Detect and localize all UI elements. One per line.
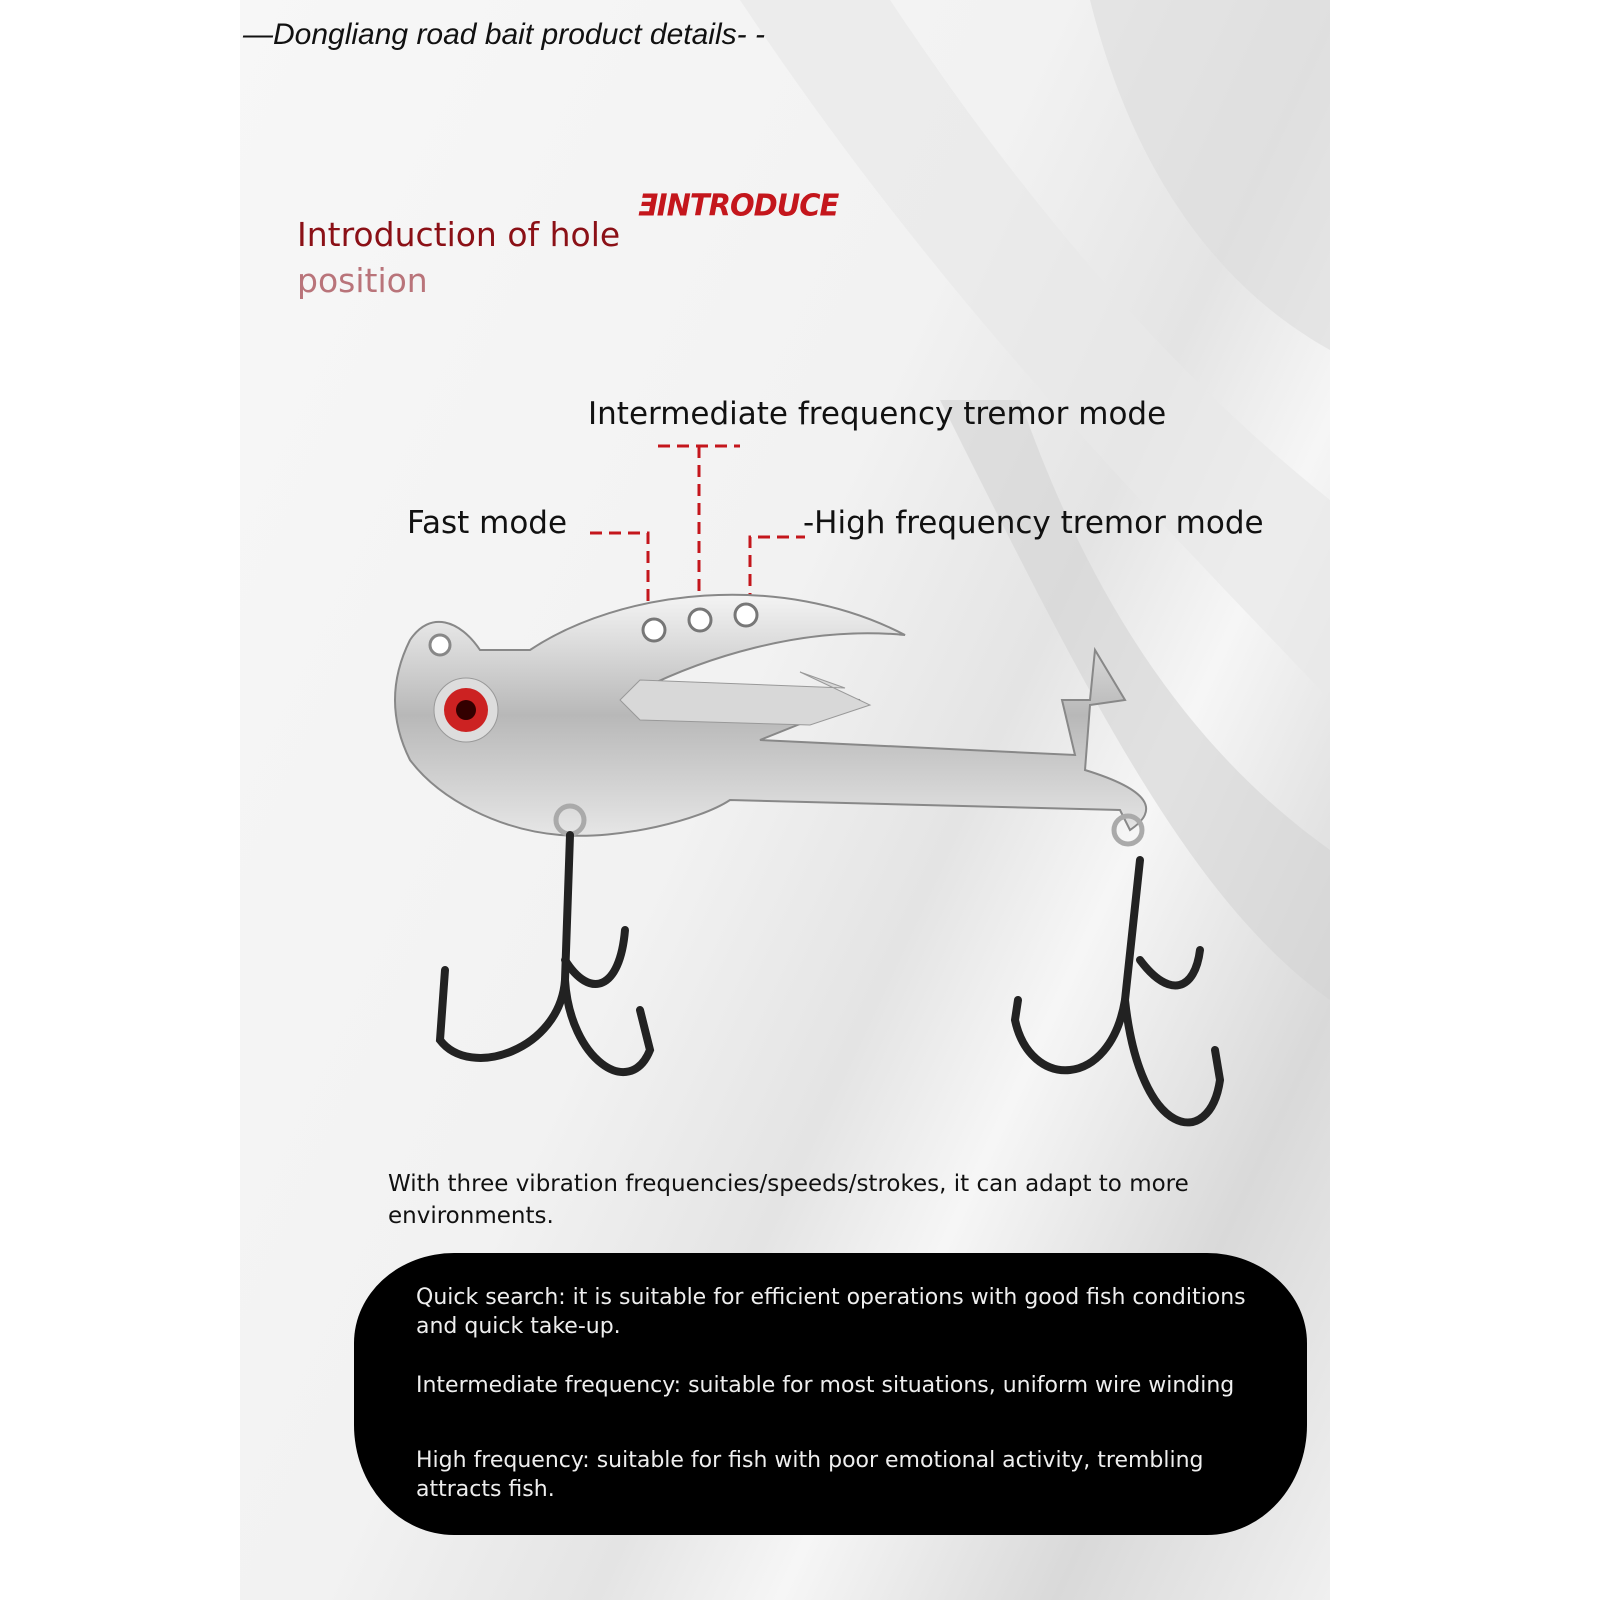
- detail-high: High frequency: suitable for fish with poor emotional activity, trembling attracts fish.: [416, 1448, 1204, 1502]
- label-high: -High frequency tremor mode: [803, 505, 1264, 541]
- label-fast: Fast mode: [407, 505, 568, 541]
- heading-line-2: position: [297, 261, 428, 300]
- treble-hooks: [440, 806, 1220, 1122]
- details-box: [354, 1253, 1307, 1535]
- heading-line-1: Introduction of hole: [297, 215, 621, 254]
- description-text: With three vibration frequencies/speeds/strokes, it can adapt to more environments.: [388, 1171, 1189, 1229]
- leader-lines: [590, 446, 805, 615]
- introduce-logo: ƎINTRODUCE: [638, 187, 839, 223]
- lure-illustration: [380, 420, 1260, 1160]
- section-heading: [297, 212, 637, 304]
- page-title: —Dongliang road bait product details- -: [243, 18, 765, 51]
- detail-quick-search: Quick search: it is suitable for efficient operations with good fish conditions and quick take-up.: [416, 1285, 1246, 1339]
- label-intermediate: Intermediate frequency tremor mode: [588, 396, 1167, 432]
- detail-intermediate: Intermediate frequency: suitable for most situations, uniform wire winding: [416, 1373, 1235, 1398]
